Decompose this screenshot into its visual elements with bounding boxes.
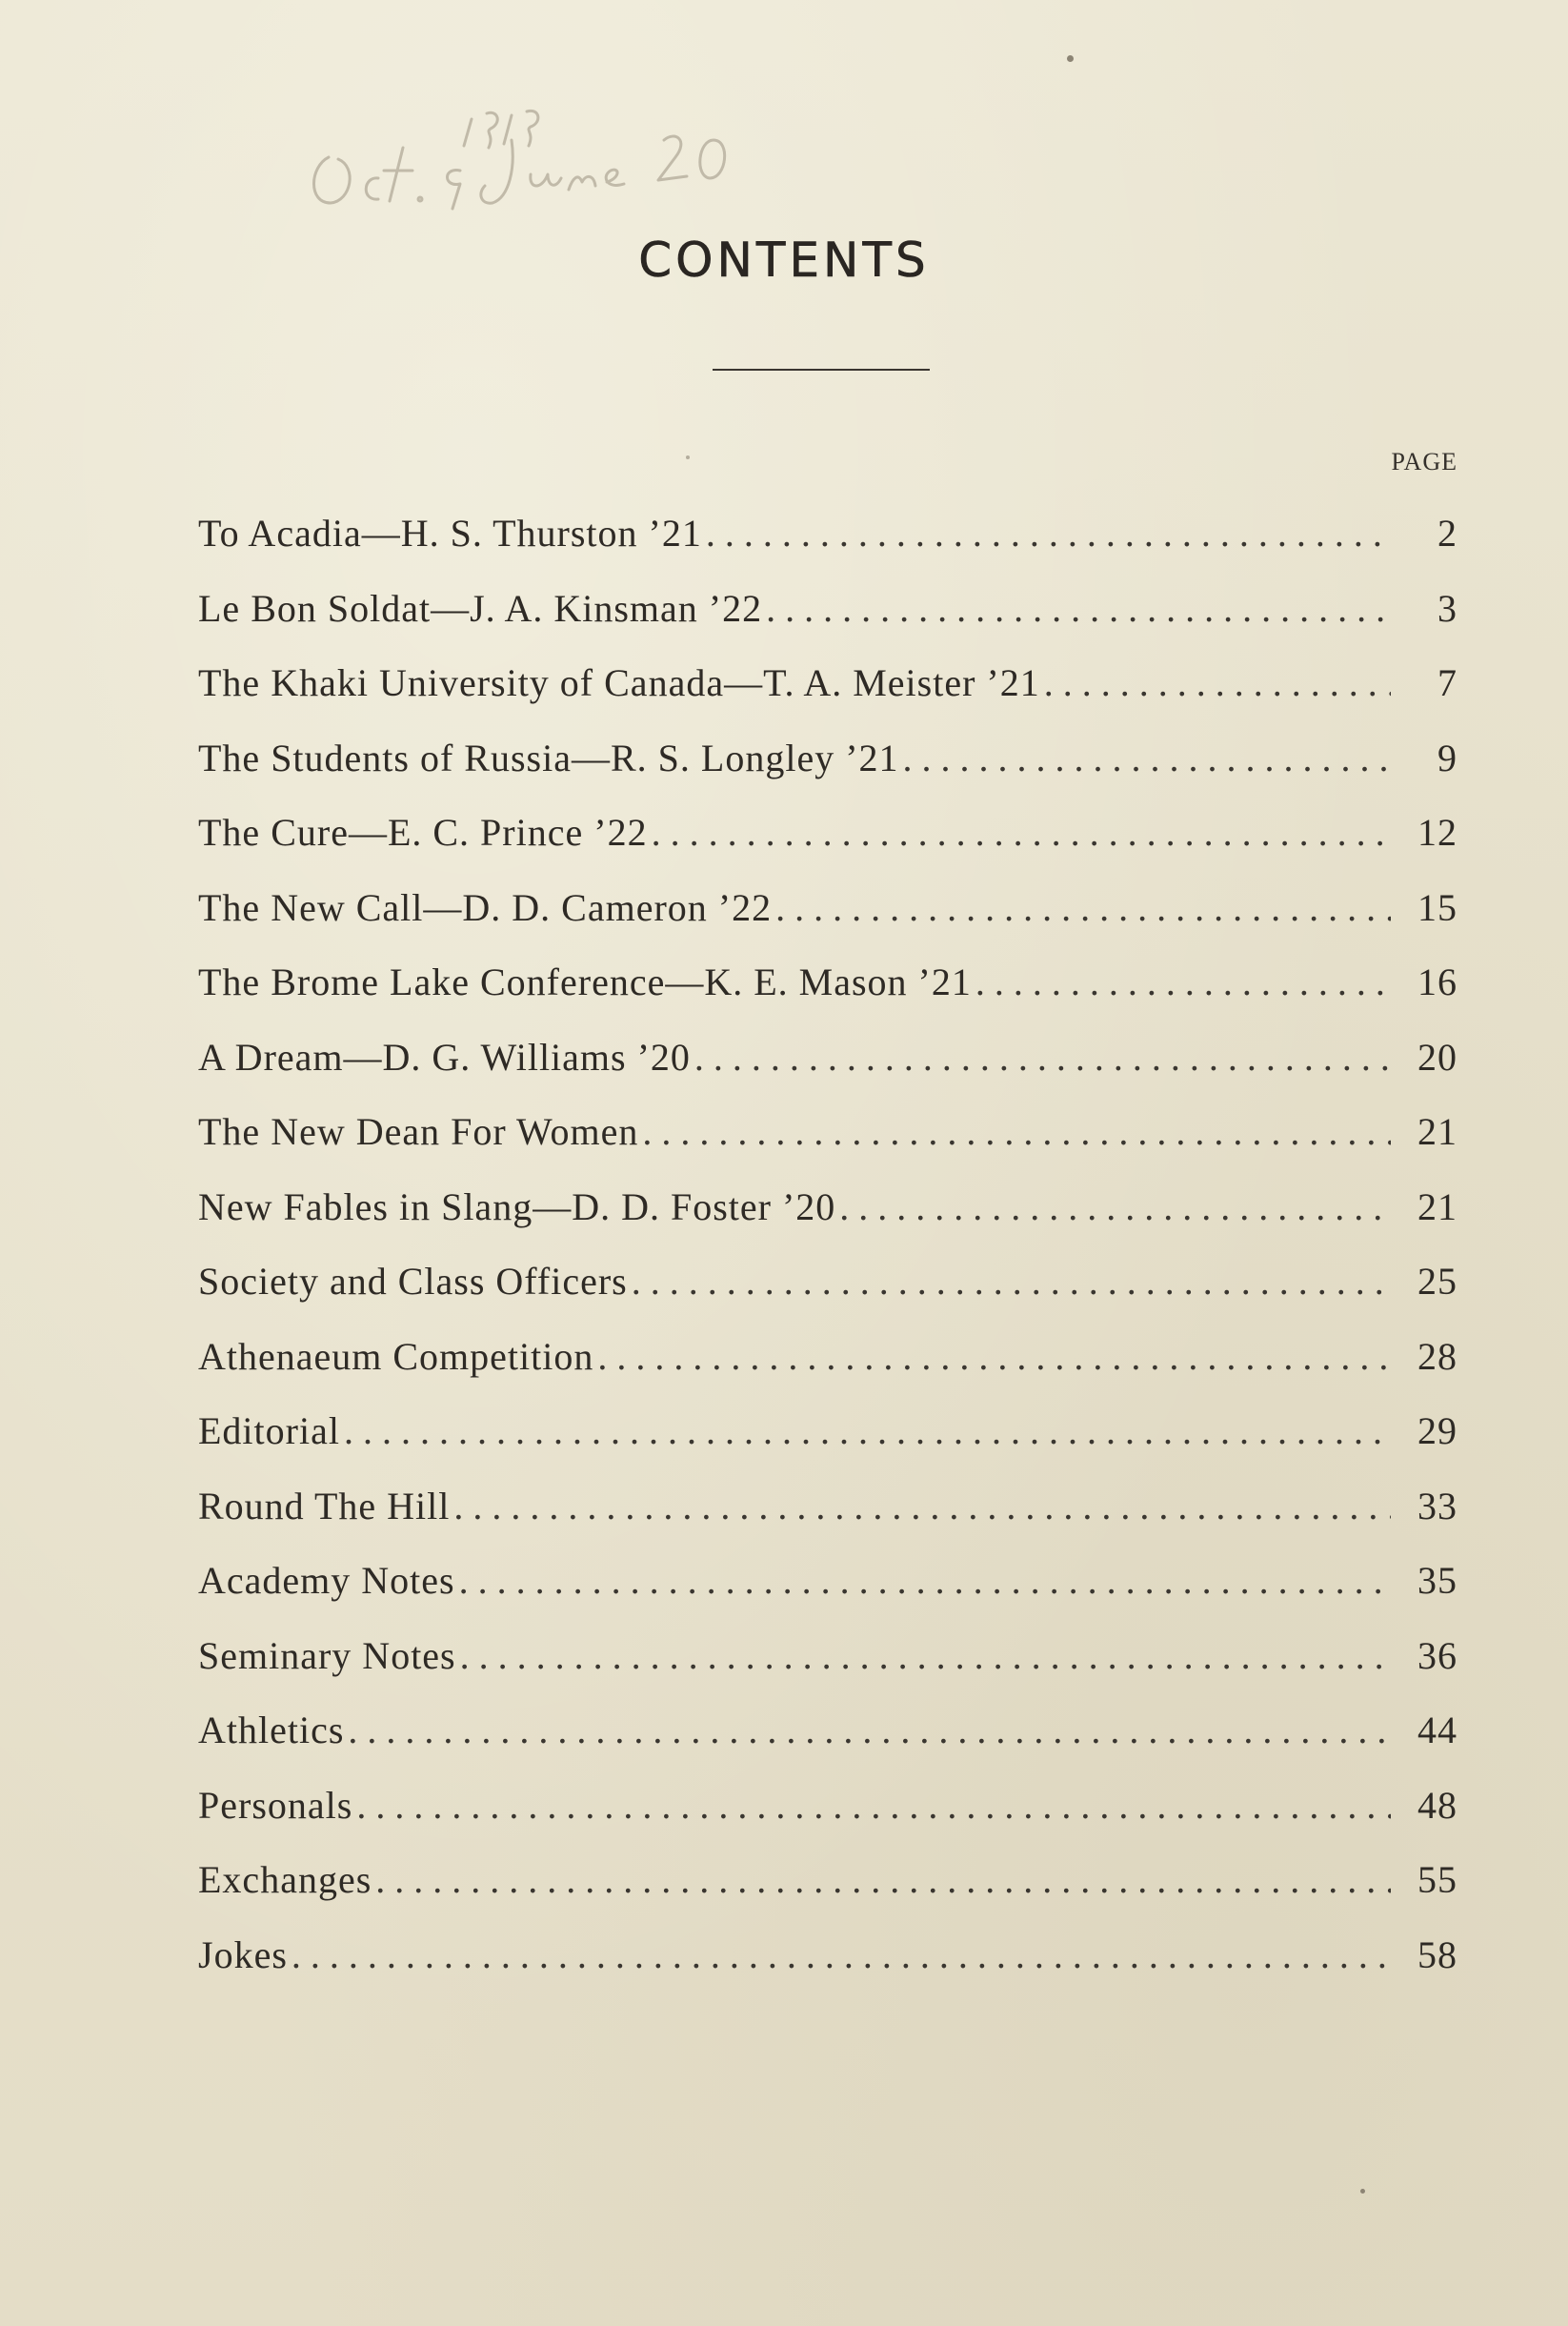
dot-leader: [453, 1484, 1391, 1528]
contents-list: [198, 511, 1457, 2007]
contents-entry: [198, 1783, 1457, 1858]
entry-page-number: 21: [1417, 1184, 1457, 1228]
contents-entry: [198, 810, 1457, 885]
dot-leader: [775, 885, 1391, 930]
contents-entry: [198, 1035, 1457, 1110]
entry-title: The Cure—E. C. Prince ’22: [198, 811, 648, 854]
dot-leader: [766, 586, 1391, 631]
dot-leader: [348, 1708, 1391, 1752]
handwritten-pencil-note: [291, 91, 824, 224]
contents-entry: [198, 1259, 1457, 1334]
entry-page-number: 35: [1417, 1559, 1457, 1602]
page-column-header: PAGE: [1391, 448, 1457, 475]
entry-title: Academy Notes: [198, 1559, 455, 1602]
paper-speck: [686, 455, 690, 459]
dot-leader: [652, 810, 1391, 855]
dot-leader: [903, 736, 1391, 780]
contents-entry: [198, 1408, 1457, 1484]
dot-leader: [642, 1109, 1391, 1154]
contents-entry: [198, 1184, 1457, 1260]
dot-leader: [375, 1857, 1391, 1902]
dot-leader: [839, 1184, 1391, 1229]
entry-title: Society and Class Officers: [198, 1260, 628, 1303]
contents-entry: [198, 660, 1457, 736]
entry-title: Exchanges: [198, 1858, 372, 1901]
contents-entry: [198, 960, 1457, 1035]
contents-entry: [198, 1558, 1457, 1633]
dot-leader: [1044, 660, 1391, 705]
entry-title: Seminary Notes: [198, 1633, 456, 1677]
contents-entry: [198, 1334, 1457, 1409]
entry-title: New Fables in Slang—D. D. Foster ’20: [198, 1184, 836, 1228]
dot-leader: [706, 511, 1391, 556]
contents-entry: [198, 1109, 1457, 1184]
entry-page-number: 3: [1437, 586, 1457, 630]
entry-title: Athletics: [198, 1709, 345, 1751]
dot-leader: [632, 1259, 1391, 1304]
contents-entry: [198, 1932, 1457, 2008]
entry-title: Personals: [198, 1783, 353, 1827]
entry-page-number: 29: [1417, 1409, 1457, 1452]
dot-leader: [291, 1932, 1391, 1977]
entry-page-number: 20: [1417, 1035, 1457, 1079]
page-title: CONTENTS: [638, 233, 930, 288]
contents-entry: [198, 1708, 1457, 1783]
paper-speck: [1360, 2189, 1365, 2194]
paper-speck: [1067, 55, 1074, 62]
entry-title: The New Call—D. D. Cameron ’22: [198, 885, 773, 929]
entry-page-number: 28: [1417, 1334, 1457, 1378]
dot-leader: [344, 1408, 1391, 1453]
entry-title: Jokes: [198, 1932, 288, 1976]
entry-page-number: 7: [1437, 661, 1457, 704]
entry-title: Editorial: [198, 1409, 340, 1452]
entry-page-number: 12: [1417, 811, 1457, 854]
entry-title: Athenaeum Competition: [198, 1334, 594, 1378]
entry-title: A Dream—D. G. Williams ’20: [198, 1035, 691, 1079]
contents-entry: [198, 736, 1457, 811]
dot-leader: [597, 1334, 1391, 1379]
title-rule: [713, 369, 930, 371]
entry-page-number: 25: [1417, 1260, 1457, 1303]
dot-leader: [694, 1035, 1391, 1080]
entry-page-number: 15: [1417, 885, 1457, 929]
contents-entry: [198, 885, 1457, 961]
entry-page-number: 44: [1417, 1709, 1457, 1751]
dot-leader: [460, 1633, 1391, 1678]
entry-title: Round The Hill: [198, 1484, 451, 1527]
entry-page-number: 16: [1417, 961, 1457, 1003]
entry-title: The New Dean For Women: [198, 1110, 639, 1153]
contents-entry: [198, 511, 1457, 586]
entry-page-number: 9: [1437, 736, 1457, 779]
contents-entry: [198, 1857, 1457, 1932]
entry-title: The Khaki University of Canada—T. A. Meister ’21: [198, 661, 1040, 704]
entry-page-number: 48: [1417, 1783, 1457, 1827]
entry-page-number: 2: [1437, 512, 1457, 555]
dot-leader: [459, 1558, 1391, 1603]
contents-entry: [198, 1484, 1457, 1559]
entry-title: Le Bon Soldat—J. A. Kinsman ’22: [198, 586, 763, 630]
entry-title: To Acadia—H. S. Thurston ’21: [198, 512, 702, 555]
contents-entry: [198, 586, 1457, 661]
entry-page-number: 58: [1417, 1932, 1457, 1976]
entry-page-number: 33: [1417, 1484, 1457, 1527]
entry-page-number: 21: [1417, 1110, 1457, 1153]
entry-title: The Students of Russia—R. S. Longley ’21: [198, 736, 899, 779]
entry-page-number: 55: [1417, 1858, 1457, 1901]
entry-page-number: 36: [1417, 1633, 1457, 1677]
entry-title: The Brome Lake Conference—K. E. Mason ’21: [198, 961, 972, 1003]
contents-entry: [198, 1633, 1457, 1709]
dot-leader: [356, 1783, 1391, 1828]
dot-leader: [975, 960, 1391, 1004]
